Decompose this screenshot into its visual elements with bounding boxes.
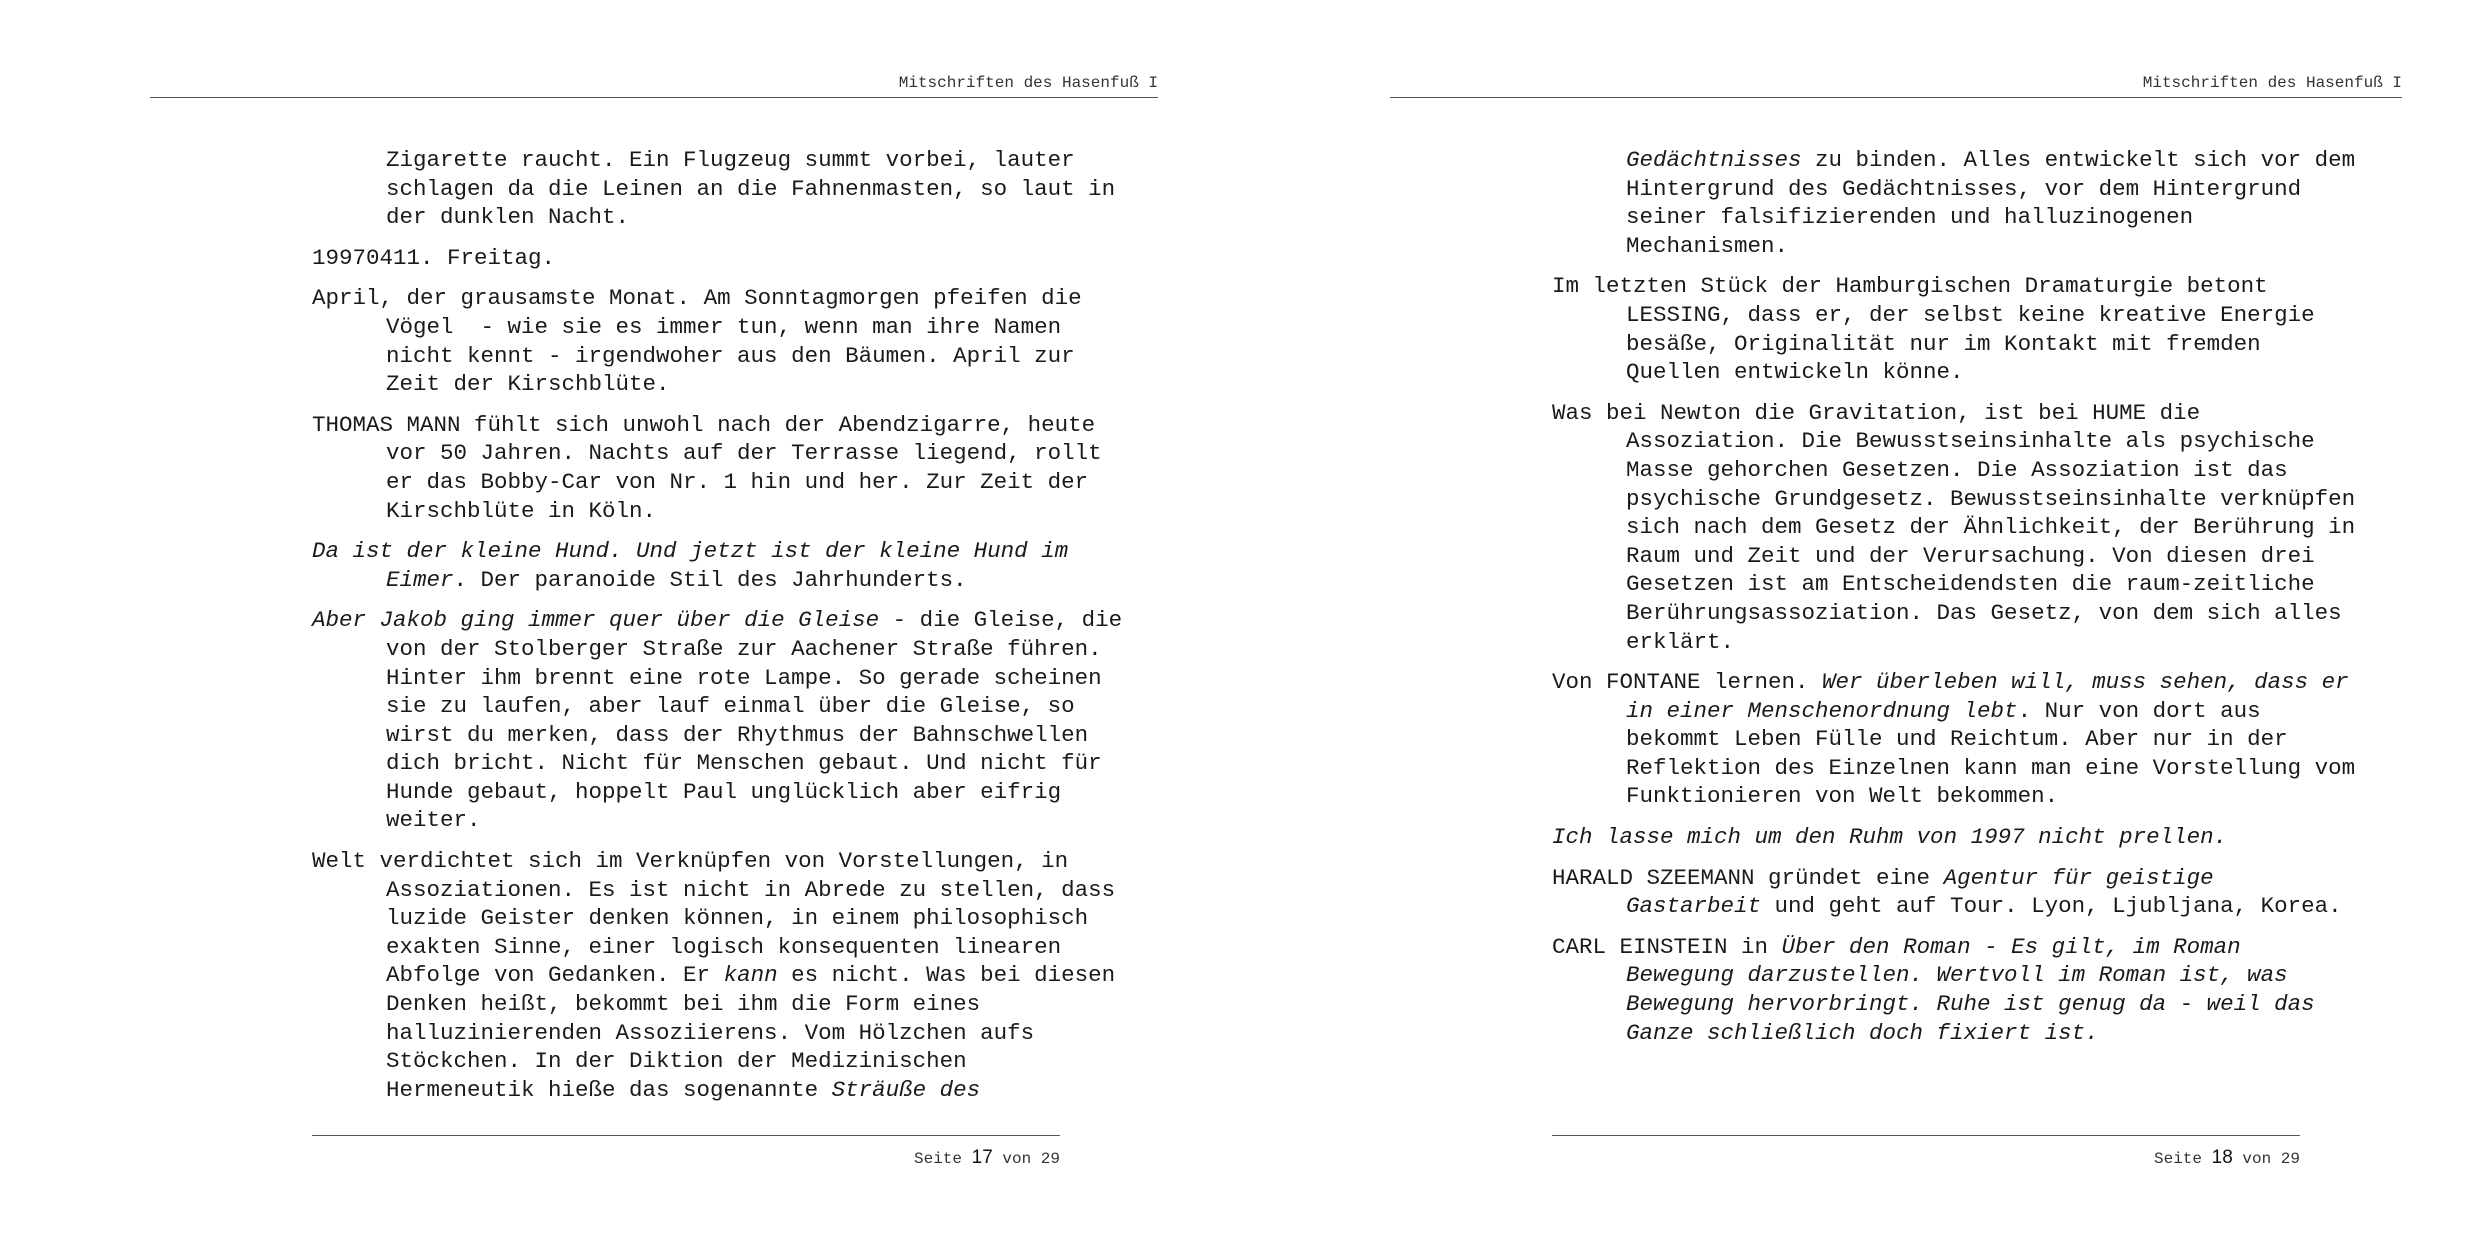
page-number: 17 — [971, 1147, 993, 1168]
footer-rule — [1552, 1135, 2300, 1136]
paragraph: Im letzten Stück der Hamburgischen Dramaturgie betont LESSING, dass er, der selbst keine kreative Energie besäße, Originalität nur im Kontakt mit fremden Quellen entwickeln könne. — [1552, 273, 2315, 386]
paragraph: Welt verdichtet sich im Verknüpfen von Vorstellungen, in Assoziationen. Es ist nicht in Abrede zu stellen, dass luzide Geister denken können, in einem philosophisch exakten Sinne, einer logisch konsequenten linearen Abfolge von Gedanken. Er kann es nicht. Was bei diesen Denken heißt, bekommt bei ihm die Form eines halluzinierenden Assoziierens. Vom Hölzchen aufs Stöckchen. In der Diktion der Medizinischen Hermeneutik hieße das sogenannte Sträuße des — [312, 848, 1116, 1103]
paragraph: Aber Jakob ging immer quer über die Gleise - die Gleise, die von der Stolberger Straße zur Aachener Straße führen. Hinter ihm brennt eine rote Lampe. So gerade scheinen sie zu laufen, aber lauf einmal über die Gleise, so wirst du merken, dass der Rhythmus der Bahnschwellen dich bricht. Nicht für Menschen gebaut. Und nicht für Hunde gebaut, hoppelt Paul unglücklich aber eifrig weiter. — [312, 607, 1123, 834]
paragraph: Ich lasse mich um den Ruhm von 1997 nicht prellen. — [1552, 824, 2228, 851]
page-number: 18 — [2211, 1147, 2233, 1168]
header-rule — [1390, 97, 2402, 98]
right-page — [1240, 0, 2480, 1240]
paragraph-continued: Zigarette raucht. Ein Flugzeug summt vorbei, lauter schlagen da die Leinen an die Fahnenmasten, so laut in der dunklen Nacht. — [386, 147, 1116, 231]
paragraph-continued: Gedächtnisses zu binden. Alles entwickelt sich vor dem Hintergrund des Gedächtnisses, vor dem Hintergrund seiner falsifizierenden und halluzinogenen Mechanismen. — [1626, 147, 2356, 259]
running-head: Mitschriften des Hasenfuß I — [2142, 74, 2402, 92]
header-rule — [150, 97, 1158, 98]
footer-rule — [312, 1135, 1060, 1136]
paragraph: April, der grausamste Monat. Am Sonntagmorgen pfeifen die Vögel - wie sie es immer tun, wenn man ihre Namen nicht kennt - irgendwoher aus den Bäumen. April zur Zeit der Kirschblüte. — [312, 285, 1082, 398]
paragraph: Von FONTANE lernen. Wer überleben will, muss sehen, dass er in einer Menschenordnung lebt. Nur von dort aus bekommt Leben Fülle und Reichtum. Aber nur in der Reflektion des Einzelnen kann man eine Vorstellung vom Funktionieren von Welt bekommen. — [1552, 669, 2356, 810]
paragraph-date: 19970411. Freitag. — [312, 244, 556, 271]
body-text — [312, 146, 1132, 1116]
page-footer: Seite 17 von 29 — [914, 1147, 1060, 1168]
paragraph: Da ist der kleine Hund. Und jetzt ist der kleine Hund im Eimer. Der paranoide Stil des Jahrhunderts. — [312, 538, 1069, 593]
page-footer: Seite 18 von 29 — [2154, 1147, 2300, 1168]
body-text — [1552, 146, 2372, 1059]
paragraph: THOMAS MANN fühlt sich unwohl nach der Abendzigarre, heute vor 50 Jahren. Nachts auf der Terrasse liegend, rollt er das Bobby-Car von Nr. 1 hin und her. Zur Zeit der Kirschblüte in Köln. — [312, 411, 1102, 524]
paragraph: Was bei Newton die Gravitation, ist bei HUME die Assoziation. Die Bewusstseinsinhalte als psychische Masse gehorchen Gesetzen. Die Assoziation ist das psychische Grundgesetz. Bewusstseinsinhalte verknüpfen sich nach dem Gesetz der Ähnlichkeit, der Berührung in Raum und Zeit und der Verursachung. Von diesen drei Gesetzen ist am Entscheidendsten die raum-zeitliche Berührungsassoziation. Das Gesetz, von dem sich alles erklärt. — [1552, 399, 2356, 655]
paragraph: HARALD SZEEMANN gründet eine Agentur für geistige Gastarbeit und geht auf Tour. Lyon, Ljubljana, Korea. — [1552, 864, 2342, 920]
paragraph: CARL EINSTEIN in Über den Roman - Es gilt, im Roman Bewegung darzustellen. Wertvoll im Roman ist, was Bewegung hervorbringt. Ruhe ist genug da - weil das Ganze schließlich doch fixiert ist. — [1552, 933, 2315, 1046]
running-head: Mitschriften des Hasenfuß I — [898, 74, 1158, 92]
